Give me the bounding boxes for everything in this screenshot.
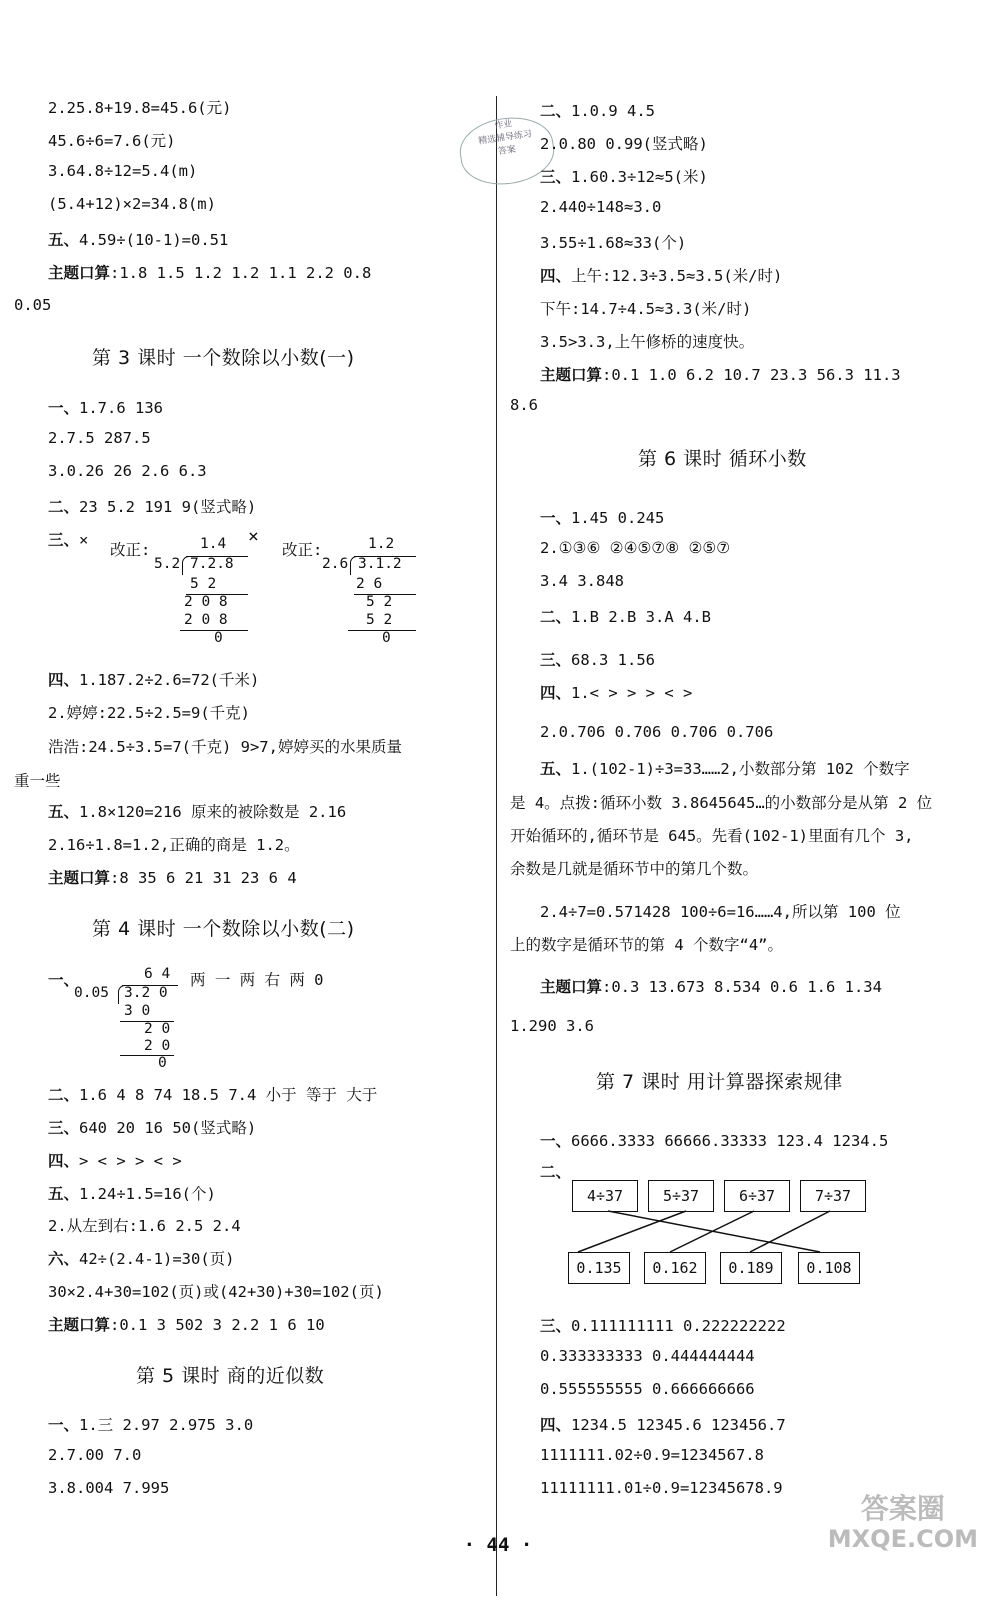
text-line: 2.①③⑥ ②④⑤⑦⑧ ②⑤⑦ bbox=[540, 539, 731, 557]
step: 0 bbox=[158, 1055, 167, 1071]
text-line: 三、640 20 16 50(竖式略) bbox=[48, 1119, 257, 1137]
text-line: 3.0.26 26 2.6 6.3 bbox=[48, 462, 207, 480]
text-line: 五、1.8×120=216 原来的被除数是 2.16 bbox=[48, 803, 347, 821]
text-line: 是 4。点拨:循环小数 3.8645645…的小数部分是从第 2 位 bbox=[510, 794, 933, 812]
section-marker: 三、 bbox=[48, 1119, 80, 1137]
text-line: 二、1.B 2.B 3.A 4.B bbox=[540, 608, 711, 626]
text-line: 2.4÷7=0.571428 100÷6=16……4,所以第 100 位 bbox=[540, 903, 901, 921]
cross-mark: × bbox=[248, 526, 259, 547]
text-line: 一、1.三 2.97 2.975 3.0 bbox=[48, 1416, 254, 1434]
text-line: 3.64.8÷12=5.4(m) bbox=[48, 162, 198, 180]
text-line: 一、6666.3333 66666.33333 123.4 1234.5 bbox=[540, 1132, 889, 1150]
text-line: 2.16÷1.8=1.2,正确的商是 1.2。 bbox=[48, 836, 300, 854]
text-line: 改正: bbox=[110, 541, 151, 559]
step: 5 2 bbox=[190, 576, 217, 592]
step: 2 0 8 bbox=[184, 594, 228, 610]
section-marker: 一、 bbox=[48, 1416, 80, 1434]
section-marker: 四、 bbox=[48, 671, 80, 689]
text-line: 1111111.02÷0.9=1234567.8 bbox=[540, 1446, 764, 1464]
section-marker: 六、 bbox=[48, 1250, 80, 1268]
section-marker: 五、 bbox=[540, 760, 572, 778]
lesson-heading: 第 4 课时 一个数除以小数(二) bbox=[92, 918, 355, 940]
dividend: 7.2.8 bbox=[190, 556, 234, 572]
oral-calc-line: 主题口算:0.1 1.0 6.2 10.7 23.3 56.3 11.3 bbox=[540, 366, 901, 384]
text-line: 改正: bbox=[282, 541, 323, 559]
section-marker: 四、 bbox=[540, 1416, 572, 1434]
column-divider bbox=[496, 96, 497, 1596]
division-bracket bbox=[350, 556, 357, 575]
section-marker: 主题口算 bbox=[48, 869, 111, 887]
step: 5 2 bbox=[366, 612, 393, 628]
step: 3 0 bbox=[124, 1003, 151, 1019]
match-box: 6÷37 bbox=[724, 1180, 790, 1212]
text-line: 二、23 5.2 191 9(竖式略) bbox=[48, 498, 257, 516]
divisor: 5.2 bbox=[154, 556, 181, 572]
text-line: 三、1.60.3÷12≈5(米) bbox=[540, 168, 708, 186]
divisor: 2.6 bbox=[322, 556, 349, 572]
text-line: 0.05 bbox=[14, 296, 52, 314]
match-box: 7÷37 bbox=[800, 1180, 866, 1212]
section-marker: 三、 bbox=[540, 651, 572, 669]
lesson-heading: 第 5 课时 商的近似数 bbox=[136, 1365, 325, 1387]
text-line: 开始循环的,循环节是 645。先看(102-1)里面有几个 3, bbox=[510, 827, 914, 845]
text-line: 五、1.24÷1.5=16(个) bbox=[48, 1185, 216, 1203]
section-marker: 一、 bbox=[48, 971, 80, 989]
quotient: 6 4 bbox=[144, 966, 171, 982]
section-marker: 一、 bbox=[540, 1132, 572, 1150]
lesson-heading: 第 3 课时 一个数除以小数(一) bbox=[92, 347, 355, 369]
text-line: 两 一 两 右 两 0 bbox=[190, 971, 324, 989]
watermark bbox=[828, 1494, 978, 1554]
stamp-text: 作业 bbox=[493, 119, 513, 132]
text-line: 3.55÷1.68≈33(个) bbox=[540, 234, 687, 252]
quotient: 1.2 bbox=[368, 536, 395, 552]
oral-calc-line: 主题口算:0.1 3 502 3 2.2 1 6 10 bbox=[48, 1316, 325, 1334]
lesson-heading: 第 6 课时 循环小数 bbox=[638, 448, 807, 470]
match-box: 0.189 bbox=[720, 1252, 782, 1284]
text-line: 三、× bbox=[48, 531, 89, 549]
text-line: 3.4 3.848 bbox=[540, 572, 624, 590]
match-box: 0.135 bbox=[568, 1252, 630, 1284]
text-line: 下午:14.7÷4.5≈3.3(米/时) bbox=[540, 300, 752, 318]
step: 0 bbox=[214, 630, 223, 646]
step: 2 0 bbox=[144, 1021, 171, 1037]
section-marker: 四、 bbox=[48, 1152, 80, 1170]
text-line: 二、1.6 4 8 74 18.5 7.4 小于 等于 大于 bbox=[48, 1086, 378, 1104]
watermark-text: 答案圈 bbox=[860, 1492, 945, 1525]
text-line: 余数是几就是循环节中的第几个数。 bbox=[510, 860, 759, 878]
section-marker: 主题口算 bbox=[540, 366, 603, 384]
text-line: 上的数字是循环节的第 4 个数字“4”。 bbox=[510, 936, 783, 954]
text-line: 11111111.01÷0.9=12345678.9 bbox=[540, 1479, 783, 1497]
text-line: 浩浩:24.5÷3.5=7(千克) 9>7,婷婷买的水果质量 bbox=[48, 738, 402, 756]
section-marker: 一、 bbox=[48, 399, 80, 417]
section-marker: 五、 bbox=[48, 231, 80, 249]
page-number: · 44 · bbox=[463, 1534, 533, 1556]
section-marker: 一、 bbox=[540, 509, 572, 527]
text-line: 45.6÷6=7.6(元) bbox=[48, 132, 176, 150]
text-line: 0.555555555 0.666666666 bbox=[540, 1380, 755, 1398]
section-marker: 四、 bbox=[540, 684, 572, 702]
step: 2 6 bbox=[356, 576, 383, 592]
text-line: (5.4+12)×2=34.8(m) bbox=[48, 195, 216, 213]
stamp-text: 答案 bbox=[497, 144, 517, 158]
quotient: 1.4 bbox=[200, 536, 227, 552]
dividend: 3.1.2 bbox=[358, 556, 402, 572]
text-line: 四、1234.5 12345.6 123456.7 bbox=[540, 1416, 786, 1434]
text-line: 五、4.59÷(10-1)=0.51 bbox=[48, 231, 229, 249]
match-box: 0.108 bbox=[798, 1252, 860, 1284]
step: 2 0 8 bbox=[184, 612, 228, 628]
section-marker: 五、 bbox=[48, 803, 80, 821]
oral-calc-line: 主题口算:1.8 1.5 1.2 1.2 1.1 2.2 0.8 bbox=[48, 264, 372, 282]
text-line: 一、1.7.6 136 bbox=[48, 399, 164, 417]
text-line: 四、1.< > > > < > bbox=[540, 684, 693, 702]
text-line: 四、上午:12.3÷3.5≈3.5(米/时) bbox=[540, 267, 783, 285]
text-line: 重一些 bbox=[14, 772, 61, 790]
oral-calc-line: 主题口算:8 35 6 21 31 23 6 4 bbox=[48, 869, 297, 887]
step: 5 2 bbox=[366, 594, 393, 610]
text-line: 二、1.0.9 4.5 bbox=[540, 102, 656, 120]
section-marker: 二、 bbox=[540, 102, 572, 120]
section-marker: 五、 bbox=[48, 1185, 80, 1203]
section-marker: 四、 bbox=[540, 267, 572, 285]
long-division bbox=[74, 966, 194, 1076]
text-line: 六、42÷(2.4-1)=30(页) bbox=[48, 1250, 235, 1268]
match-box: 5÷37 bbox=[648, 1180, 714, 1212]
section-marker: 二、 bbox=[48, 498, 80, 516]
text-line: 三、0.111111111 0.222222222 bbox=[540, 1317, 786, 1335]
text-line: 五、1.(102-1)÷3=33……2,小数部分第 102 个数字 bbox=[540, 760, 910, 778]
text-line: 2.婷婷:22.5÷2.5=9(千克) bbox=[48, 704, 250, 722]
step: 0 bbox=[382, 630, 391, 646]
text-line: 三、68.3 1.56 bbox=[540, 651, 656, 669]
text-line: 2.0.80 0.99(竖式略) bbox=[540, 135, 708, 153]
section-marker: 主题口算 bbox=[48, 1316, 111, 1334]
text-line: 3.8.004 7.995 bbox=[48, 1479, 170, 1497]
section-marker: 二、 bbox=[48, 1086, 80, 1104]
section-marker: 二、 bbox=[540, 608, 572, 626]
stamp-text: 精选辅导练习 bbox=[477, 129, 533, 147]
text-line: 2.7.5 287.5 bbox=[48, 429, 151, 447]
section-marker: 三、 bbox=[48, 531, 80, 549]
text-line: 2.25.8+19.8=45.6(元) bbox=[48, 99, 232, 117]
lesson-heading: 第 7 课时 用计算器探索规律 bbox=[596, 1071, 843, 1093]
dividend: 3.2 0 bbox=[124, 985, 168, 1001]
section-marker: 主题口算 bbox=[540, 978, 603, 996]
text-line: 0.333333333 0.444444444 bbox=[540, 1347, 755, 1365]
text-line: 一、1.45 0.245 bbox=[540, 509, 665, 527]
step: 2 0 bbox=[144, 1038, 171, 1054]
section-marker: 二、 bbox=[540, 1163, 572, 1181]
text-line: 2.7.00 7.0 bbox=[48, 1446, 142, 1464]
text-line: 2.0.706 0.706 0.706 0.706 bbox=[540, 723, 774, 741]
oral-calc-line: 主题口算:0.3 13.673 8.534 0.6 1.6 1.34 bbox=[540, 978, 882, 996]
division-bracket bbox=[182, 556, 189, 575]
section-marker: 三、 bbox=[540, 1317, 572, 1335]
match-box: 4÷37 bbox=[572, 1180, 638, 1212]
divisor: 0.05 bbox=[74, 985, 109, 1001]
text-line: 四、> < > > < > bbox=[48, 1152, 182, 1170]
text-line: 1.290 3.6 bbox=[510, 1017, 594, 1035]
text-line: 2.从左到右:1.6 2.5 2.4 bbox=[48, 1217, 241, 1235]
text-line: 3.5>3.3,上午修桥的速度快。 bbox=[540, 333, 755, 351]
long-division bbox=[152, 536, 262, 646]
long-division bbox=[320, 536, 430, 646]
section-marker: 三、 bbox=[540, 168, 572, 186]
section-marker: 主题口算 bbox=[48, 264, 111, 282]
match-box: 0.162 bbox=[644, 1252, 706, 1284]
text-line: 2.440÷148≈3.0 bbox=[540, 198, 662, 216]
text-line: 8.6 bbox=[510, 396, 538, 414]
text-line: 四、1.187.2÷2.6=72(千米) bbox=[48, 671, 260, 689]
watermark-text: MXQE.COM bbox=[827, 1525, 978, 1553]
text-line: 30×2.4+30=102(页)或(42+30)+30=102(页) bbox=[48, 1283, 384, 1301]
